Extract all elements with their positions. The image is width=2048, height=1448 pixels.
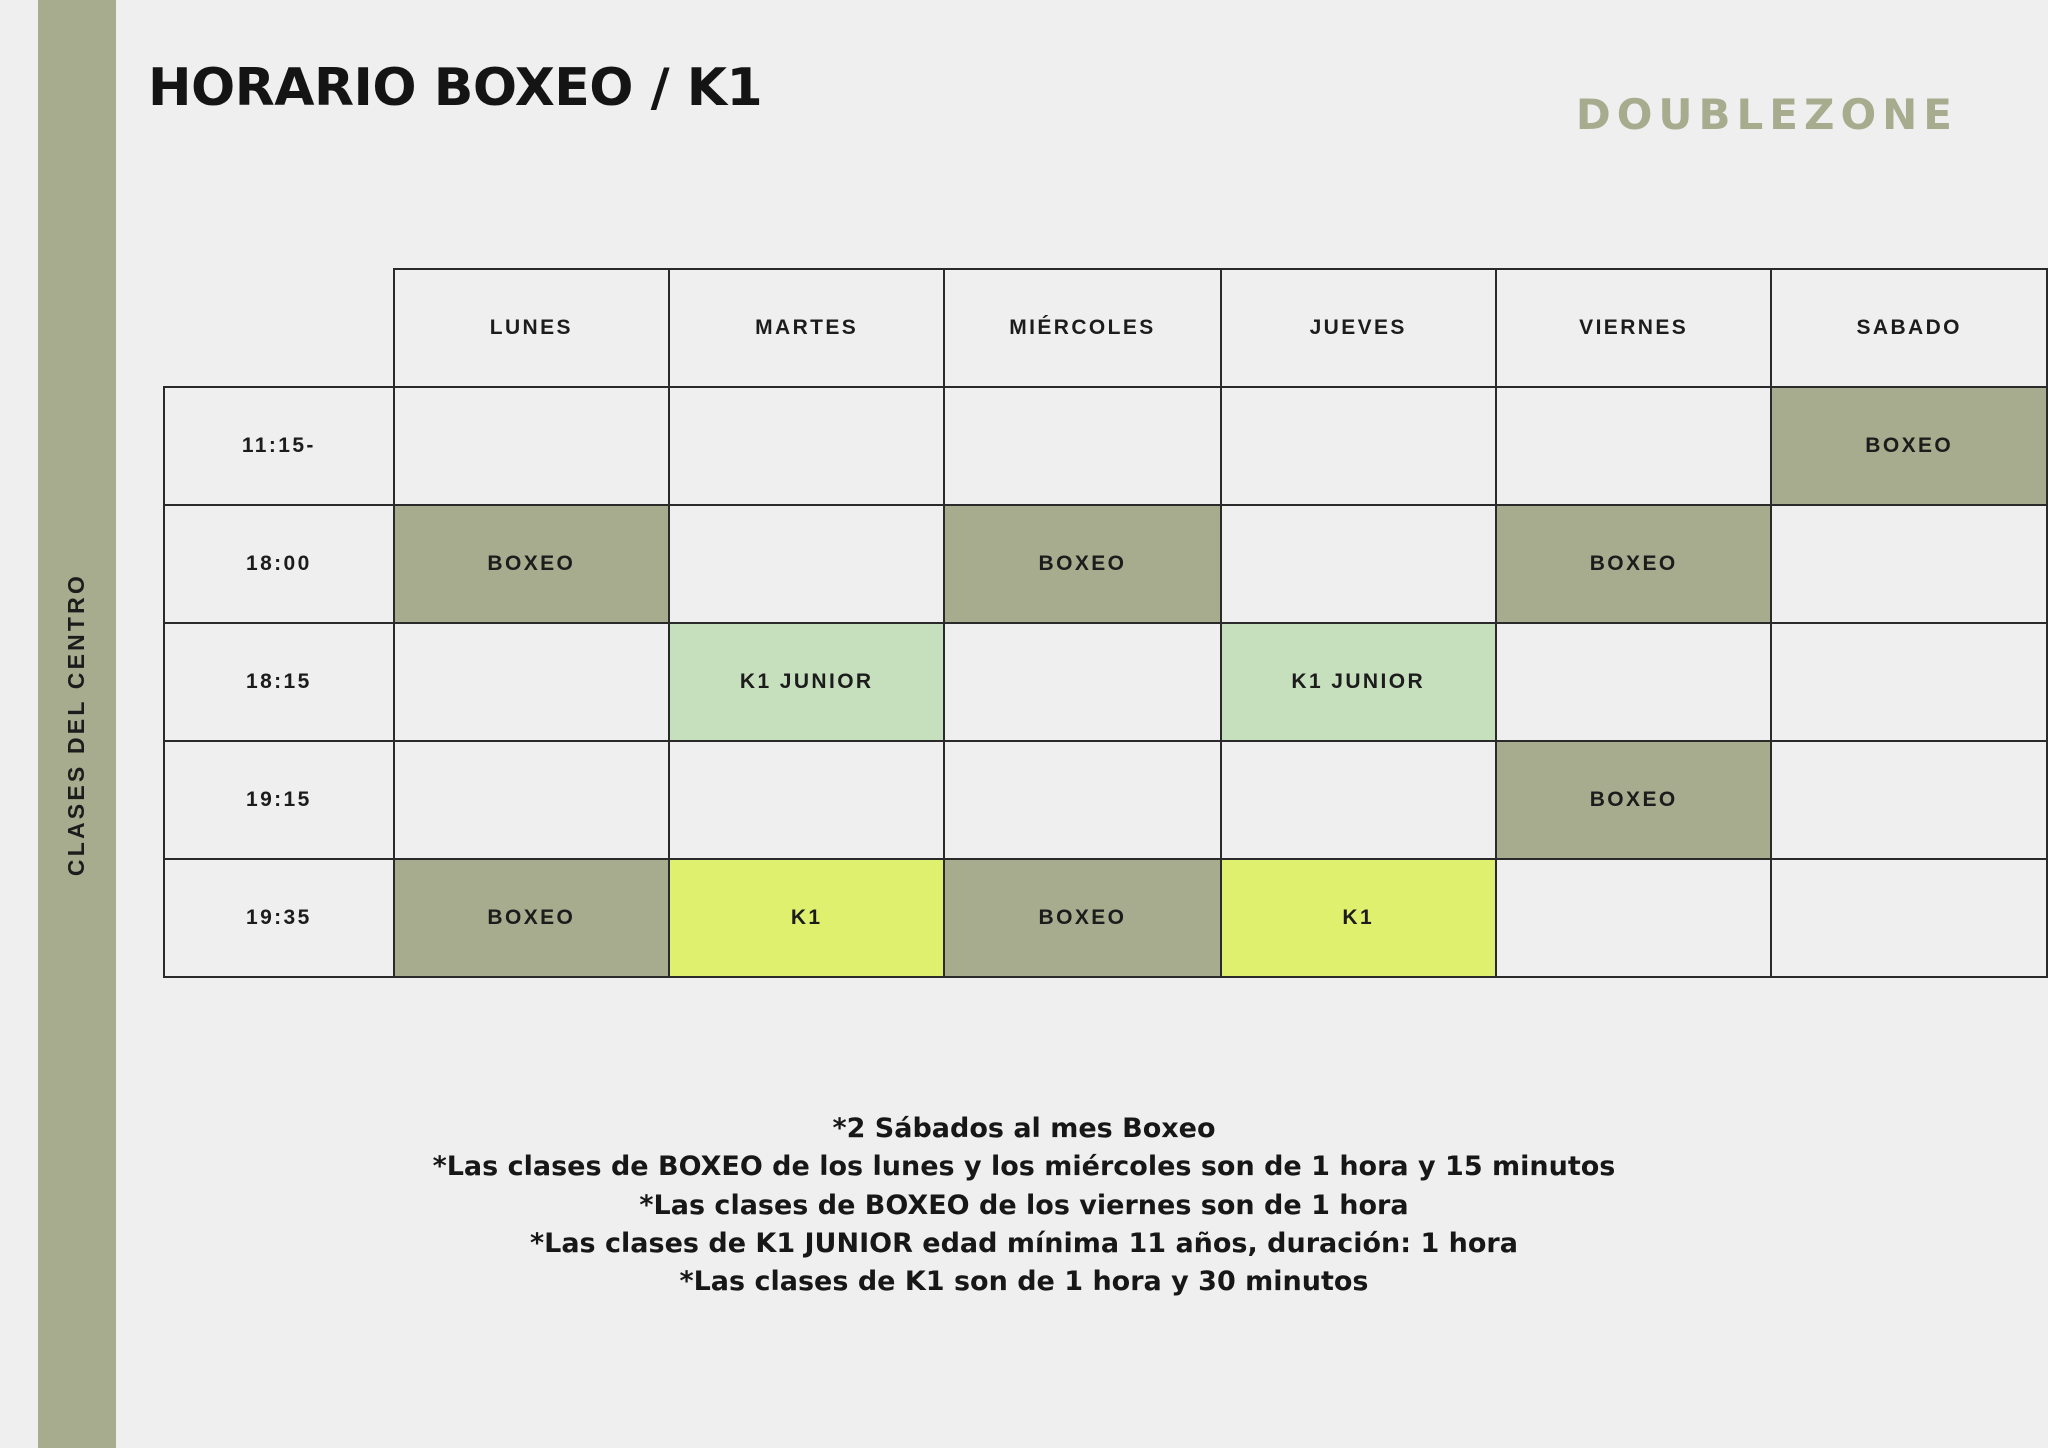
time-label: 18:15: [164, 623, 394, 741]
slot-cell[interactable]: [394, 741, 669, 859]
time-label: 11:15-: [164, 387, 394, 505]
time-label: 19:35: [164, 859, 394, 977]
slot-cell[interactable]: [394, 387, 669, 505]
slot-cell[interactable]: [944, 741, 1220, 859]
notes-block: [0, 1110, 2048, 1302]
slot-cell[interactable]: [1771, 741, 2047, 859]
slot-cell[interactable]: [669, 505, 944, 623]
slot-cell[interactable]: [1221, 387, 1496, 505]
day-header-jueves: JUEVES: [1221, 269, 1496, 387]
slot-cell[interactable]: BOXEO: [394, 859, 669, 977]
slot-cell[interactable]: BOXEO: [944, 859, 1220, 977]
slot-cell[interactable]: K1: [669, 859, 944, 977]
note-line: *Las clases de K1 son de 1 hora y 30 minutos: [679, 1266, 1369, 1298]
day-header-martes: MARTES: [669, 269, 944, 387]
slot-cell[interactable]: [1771, 859, 2047, 977]
slot-cell[interactable]: [1221, 505, 1496, 623]
brand-logo: DOUBLEZONE: [1575, 90, 1958, 139]
slot-cell[interactable]: BOXEO: [1496, 505, 1772, 623]
time-label: 18:00: [164, 505, 394, 623]
note-line: *Las clases de BOXEO de los lunes y los miércoles son de 1 hora y 15 minutos: [432, 1151, 1616, 1183]
slot-cell[interactable]: K1: [1221, 859, 1496, 977]
slot-cell[interactable]: BOXEO: [1496, 741, 1772, 859]
note-line: *2 Sábados al mes Boxeo: [832, 1113, 1216, 1144]
day-header-miercoles: MIÉRCOLES: [944, 269, 1220, 387]
slot-cell[interactable]: [1496, 859, 1772, 977]
day-header-sabado: SABADO: [1771, 269, 2047, 387]
slot-cell[interactable]: BOXEO: [944, 505, 1220, 623]
slot-cell[interactable]: [669, 741, 944, 859]
table-row: [164, 387, 2047, 505]
slot-cell[interactable]: K1 JUNIOR: [669, 623, 944, 741]
time-label: 19:15: [164, 741, 394, 859]
day-header-lunes: LUNES: [394, 269, 669, 387]
corner-cell: [164, 269, 394, 387]
slot-cell[interactable]: [944, 387, 1220, 505]
slot-cell[interactable]: [944, 623, 1220, 741]
slot-cell[interactable]: K1 JUNIOR: [1221, 623, 1496, 741]
schedule-table: [163, 268, 2048, 978]
slot-cell[interactable]: [1771, 505, 2047, 623]
day-header-viernes: VIERNES: [1496, 269, 1772, 387]
page-title: HORARIO BOXEO / K1: [148, 58, 763, 118]
slot-cell[interactable]: [1496, 623, 1772, 741]
table-row: [164, 741, 2047, 859]
slot-cell[interactable]: [1221, 741, 1496, 859]
note-line: *Las clases de BOXEO de los viernes son de 1 hora: [639, 1189, 1409, 1221]
slot-cell[interactable]: [1496, 387, 1772, 505]
note-line: *Las clases de K1 JUNIOR edad mínima 11 años, duración: 1 hora: [530, 1227, 1518, 1259]
slot-cell[interactable]: BOXEO: [394, 505, 669, 623]
slot-cell[interactable]: [394, 623, 669, 741]
slot-cell[interactable]: [669, 387, 944, 505]
schedule-header-row: [164, 269, 2047, 387]
table-row: [164, 505, 2047, 623]
slot-cell[interactable]: [1771, 623, 2047, 741]
table-row: [164, 859, 2047, 977]
table-row: [164, 623, 2047, 741]
side-label-text: CLASES DEL CENTRO: [63, 572, 90, 876]
slot-cell[interactable]: BOXEO: [1771, 387, 2047, 505]
